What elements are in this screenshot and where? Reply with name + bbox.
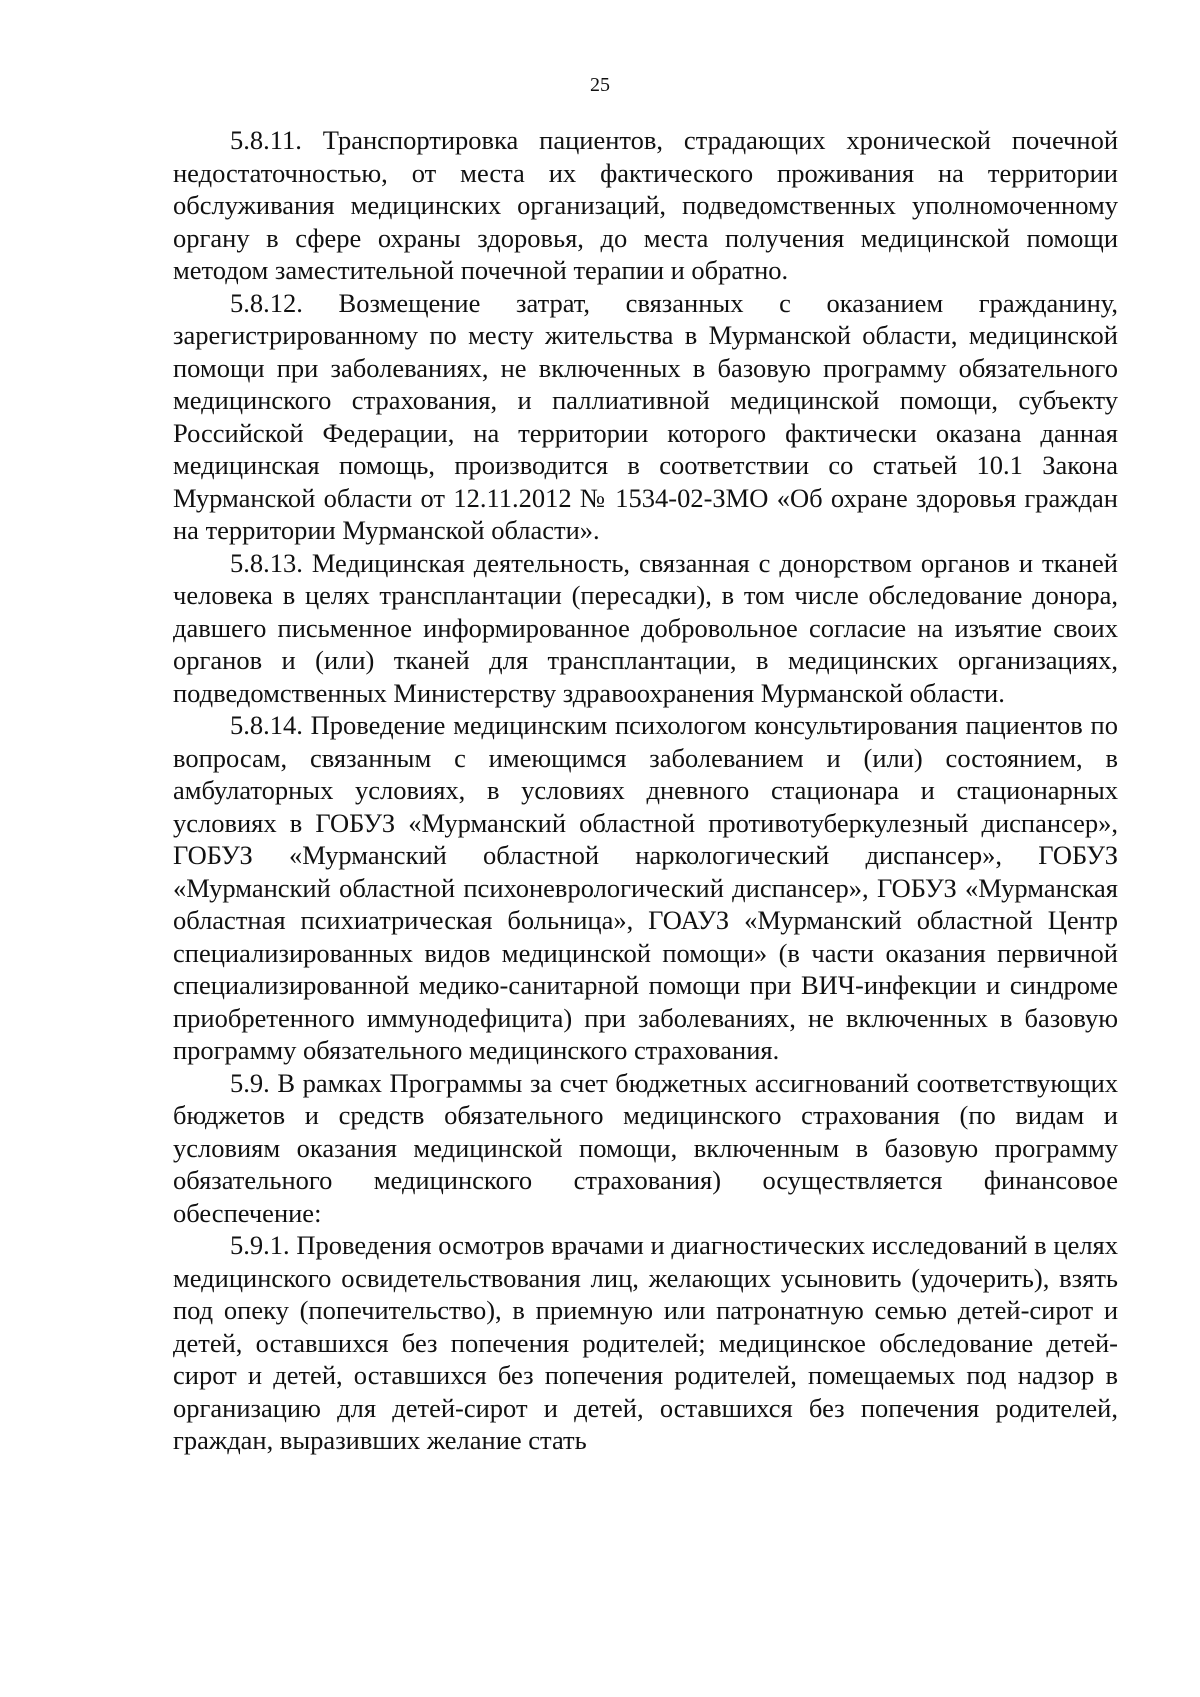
page-number: 25 bbox=[590, 74, 610, 96]
paragraph-5-8-14: 5.8.14. Проведение медицинским психологом консультирования пациентов по вопросам, связанным с имеющимся заболеванием и (или) состоянием, в амбулаторных условиях, в условиях дневного стационара и стационарных условиях в ГОБУЗ «Мурманский областной противотуберкулезный диспансер», ГОБУЗ «Мурманский областной наркологический диспансер», ГОБУЗ «Мурманский областной психоневрологический диспансер», ГОБУЗ «Мурманская областная психиатрическая больница», ГОАУЗ «Мурманский областной Центр специализированных видов медицинской помощи» (в части оказания первичной специализированной медико-санитарной помощи при ВИЧ-инфекции и синдроме приобретенного иммунодефицита) при заболеваниях, не включенных в базовую программу обязательного медицинского страхования. bbox=[173, 710, 1118, 1065]
paragraph-5-8-12: 5.8.12. Возмещение затрат, связанных с оказанием гражданину, зарегистрированному по месту жительства в Мурманской области, медицинской помощи при заболеваниях, не включенных в базовую программу обязательного медицинского страхования, и паллиативной медицинской помощи, субъекту Российской Федерации, на территории которого фактически оказана данная медицинская помощь, производится в соответствии со статьей 10.1 Закона Мурманской области от 12.11.2012 № 1534-02-ЗМО «Об охране здоровья граждан на территории Мурманской области». bbox=[173, 287, 1118, 545]
paragraph-5-9-1: 5.9.1. Проведения осмотров врачами и диагностических исследований в целях медицинского освидетельствования лиц, желающих усыновить (удочерить), взять под опеку (попечительство), в приемную или патронатную семью детей-сирот и детей, оставшихся без попечения родителей; медицинское обследование детей-сирот и детей, оставшихся без попечения родителей, помещаемых под надзор в организацию для детей-сирот и детей, оставшихся без попечения родителей, граждан, выразивших желание стать bbox=[173, 1230, 1118, 1455]
document-body bbox=[173, 124, 1118, 1457]
paragraph-5-8-13: 5.8.13. Медицинская деятельность, связанная с донорством органов и тканей человека в целях трансплантации (пересадки), в том числе обследование донора, давшего письменное информированное добровольное согласие на изъятие своих органов и (или) тканей для трансплантации, в медицинских организациях, подведомственных Министерству здравоохранения Мурманской области. bbox=[173, 547, 1118, 708]
paragraph-5-8-11: 5.8.11. Транспортировка пациентов, страдающих хронической почечной недостаточностью, от места их фактического проживания на территории обслуживания медицинских организаций, подведомственных уполномоченному органу в сфере охраны здоровья, до места получения медицинской помощи методом заместительной почечной терапии и обратно. bbox=[173, 125, 1118, 285]
paragraph-5-9: 5.9. В рамках Программы за счет бюджетных ассигнований соответствующих бюджетов и средств обязательного медицинского страхования (по видам и условиям оказания медицинской помощи, включенным в базовую программу обязательного медицинского страхования) осуществляется финансовое обеспечение: bbox=[173, 1067, 1118, 1228]
